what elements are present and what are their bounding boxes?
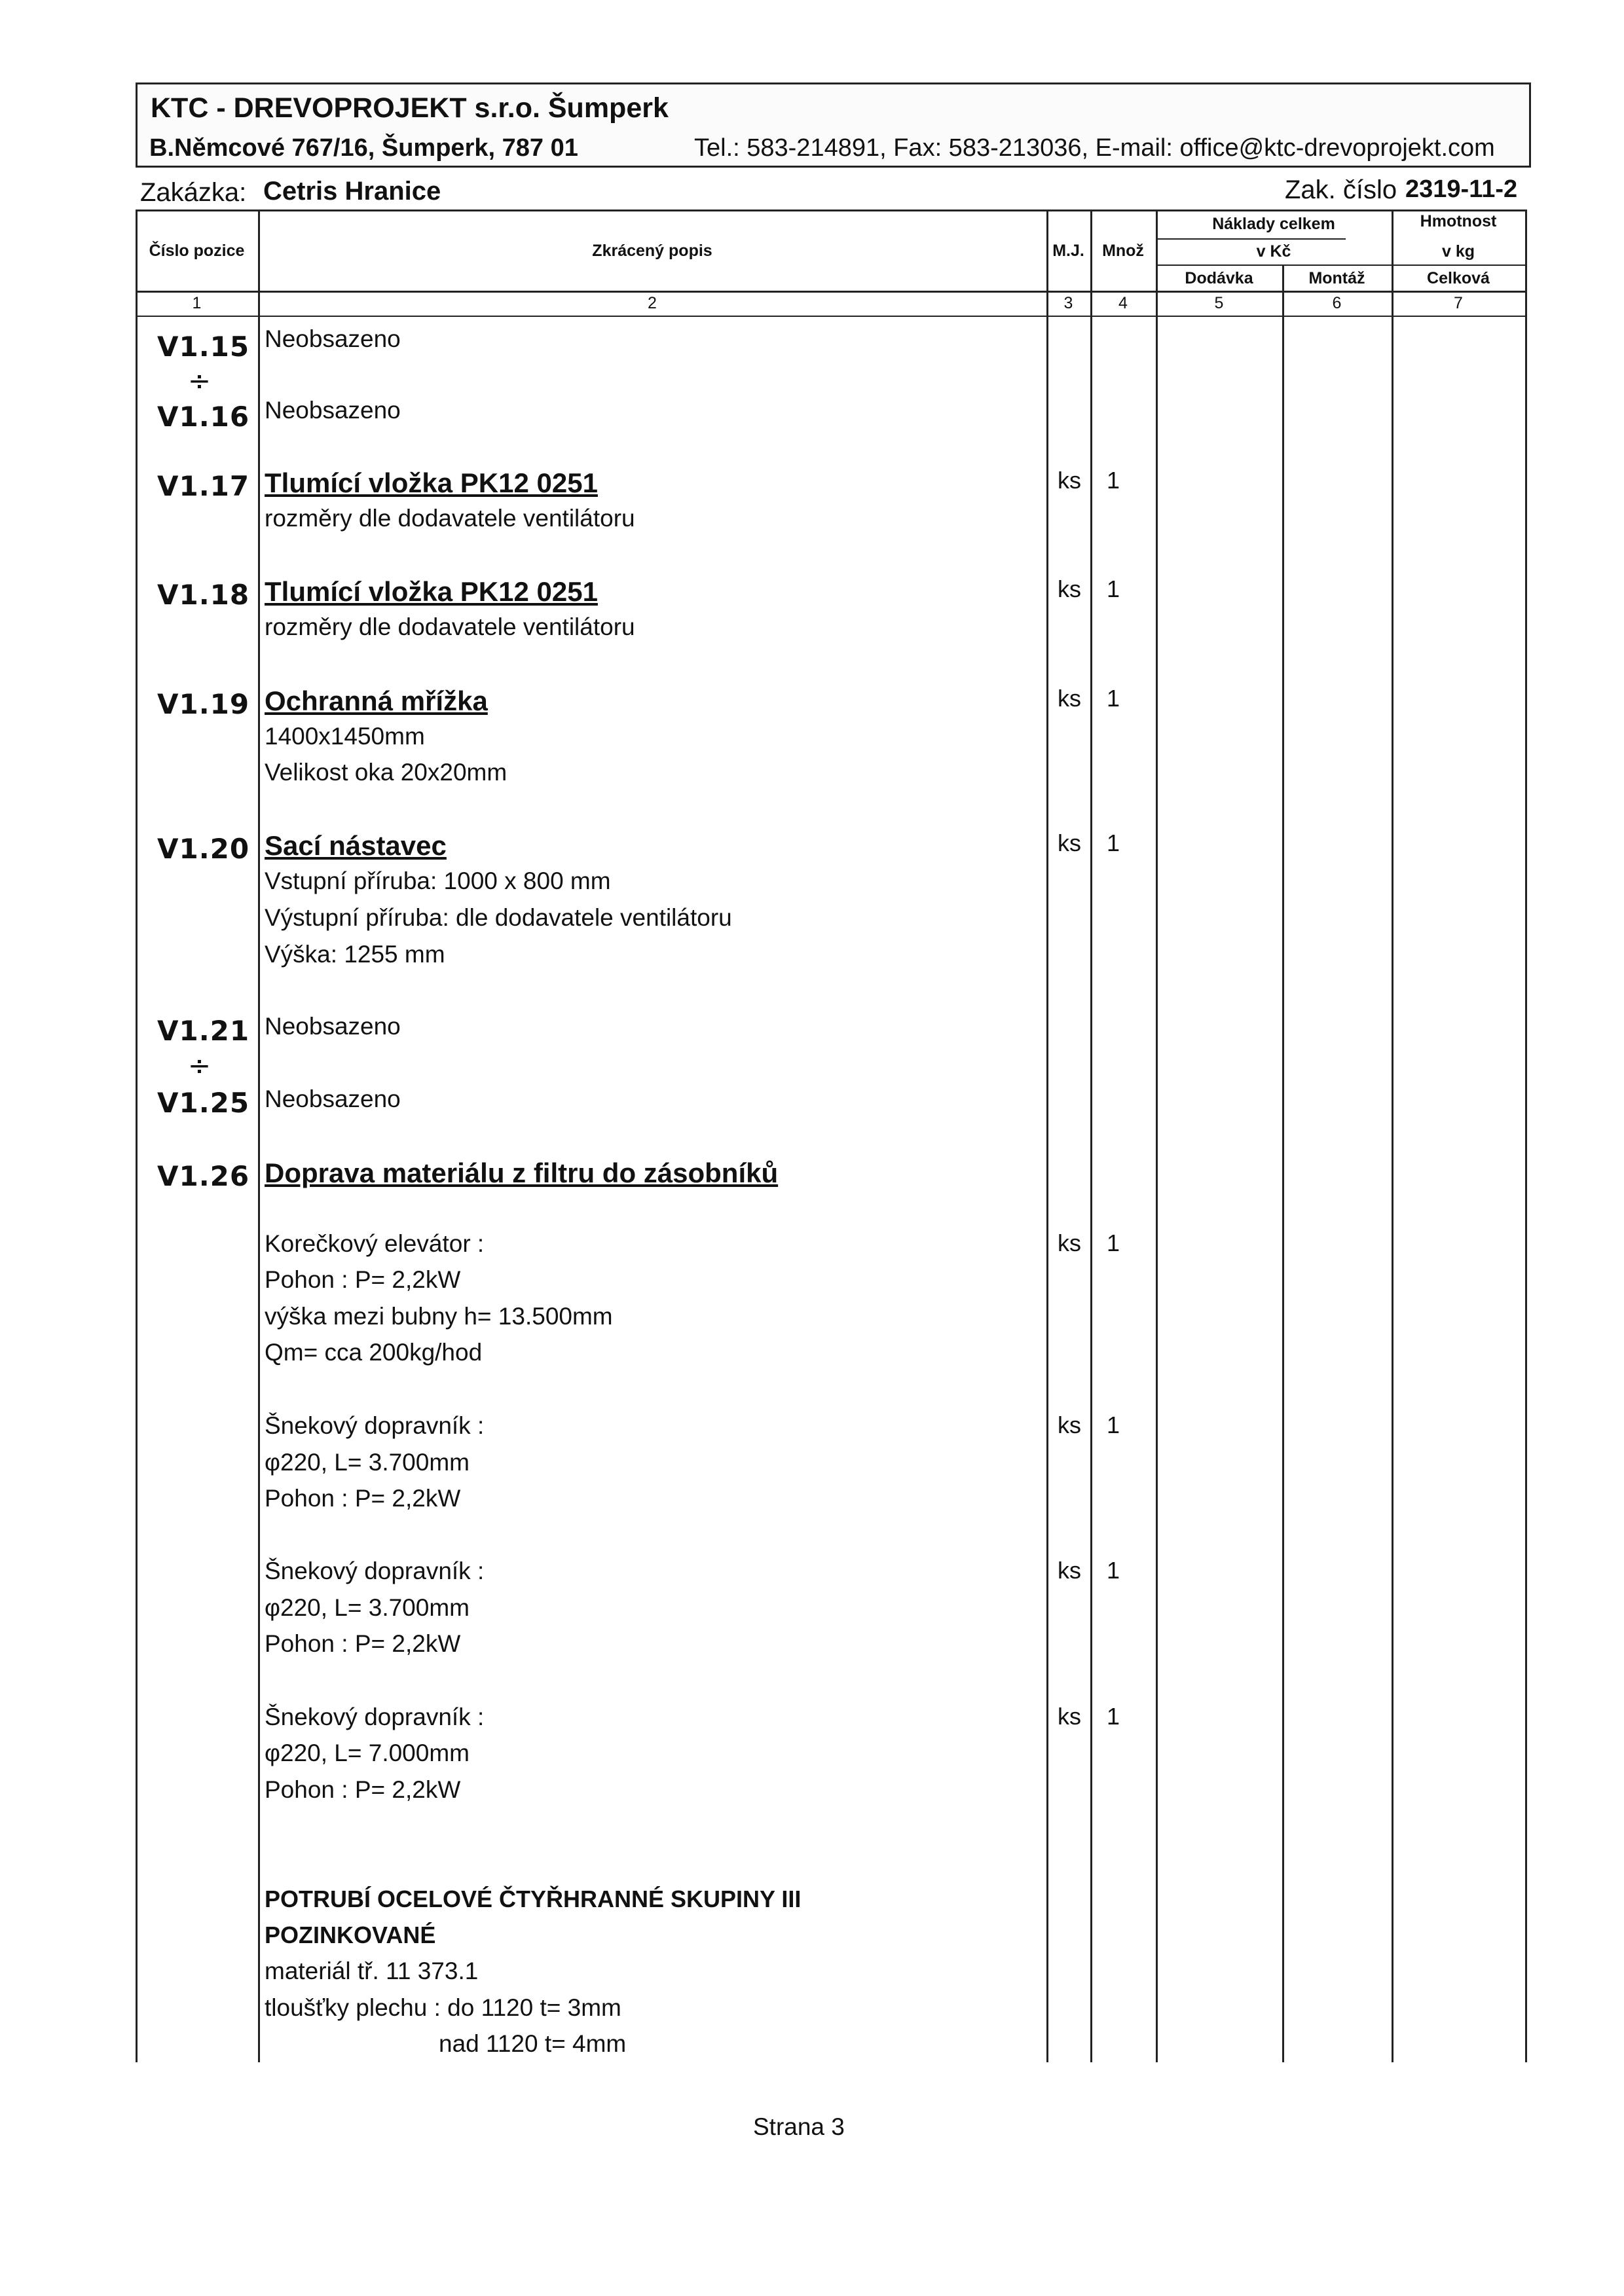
description-line: φ220, L= 7.000mm [265,1740,470,1766]
col-border-6 [1392,210,1393,2062]
unit-cell: ks [1058,1557,1081,1584]
description-line: Neobsazeno [265,1013,401,1040]
col-number-2: 2 [648,294,657,312]
description-line: Pohon : P= 2,2kW [265,1266,461,1293]
description-line: Neobsazeno [265,1085,401,1112]
col-border-4 [1156,210,1158,2062]
header-position: Číslo pozice [149,242,245,260]
description-line: Pohon : P= 2,2kW [265,1630,461,1657]
item-title: Tlumící vložka PK12 0251 [265,576,598,607]
unit-cell: ks [1058,1412,1081,1438]
col-number-5: 5 [1214,294,1224,312]
description-line: Neobsazeno [265,325,401,352]
description-line: Neobsazeno [265,397,401,424]
item-title: Sací nástavec [265,830,447,861]
order-label: Zakázka: [140,178,247,207]
description-line: 1400x1450mm [265,723,425,750]
position-range-symbol: ÷ [187,1049,212,1082]
header-quantity: Množ [1102,242,1144,260]
description-line: rozměry dle dodavatele ventilátoru [265,505,635,532]
quantity-cell: 1 [1106,1230,1120,1256]
quantity-cell: 1 [1106,1703,1120,1730]
header-total: Celková [1427,269,1490,287]
header-description: Zkrácený popis [592,242,712,260]
company-header [136,82,1531,168]
description-line: φ220, L= 3.700mm [265,1449,470,1476]
position-code: V1.18 [157,579,250,611]
description-line: φ220, L= 3.700mm [265,1594,470,1621]
col-number-3: 3 [1063,294,1073,312]
col-border-left [136,210,138,2062]
col-number-7: 7 [1454,294,1463,312]
description-line: výška mezi bubny h= 13.500mm [265,1303,613,1330]
header-costs-unit: v Kč [1256,242,1291,261]
description-line: rozměry dle dodavatele ventilátoru [265,613,635,640]
col-border-right [1525,210,1527,2062]
company-address: B.Němcové 767/16, Šumperk, 787 01 [149,134,578,162]
quantity-cell: 1 [1106,1412,1120,1438]
quantity-cell: 1 [1106,575,1120,602]
position-code: V1.25 [157,1087,250,1119]
header-bottom-border [136,291,1527,293]
position-code: V1.26 [157,1160,250,1192]
description-line: Pohon : P= 2,2kW [265,1776,461,1803]
position-code: V1.21 [157,1015,250,1047]
header-weight-unit: v kg [1441,242,1475,261]
description-line: nad 1120 t= 4mm [439,2030,627,2057]
order-value: Cetris Hranice [263,177,441,206]
unit-cell: ks [1058,685,1081,712]
col-border-1 [258,210,260,2062]
header-supply: Dodávka [1185,269,1253,287]
description-line: Šnekový dopravník : [265,1704,485,1730]
description-line: Korečkový elevátor : [265,1230,485,1257]
position-code: V1.16 [157,401,250,433]
company-contact: Tel.: 583-214891, Fax: 583-213036, E-mail: office@ktc-drevoprojekt.com [694,134,1495,162]
col-border-2 [1046,210,1048,2062]
position-code: V1.19 [157,688,250,720]
item-title: Ochranná mřížka [265,685,488,716]
col-number-4: 4 [1118,294,1128,312]
col-number-6: 6 [1332,294,1342,312]
table-top-border [136,210,1527,211]
section-heading: POTRUBÍ OCELOVÉ ČTYŘHRANNÉ SKUPINY III [265,1886,802,1912]
description-line: Vstupní příruba: 1000 x 800 mm [265,867,611,894]
description-line: Velikost oka 20x20mm [265,759,507,786]
position-code: V1.17 [157,470,250,502]
description-line: Šnekový dopravník : [265,1412,485,1439]
header-costs: Náklady celkem [1212,215,1335,233]
unit-cell: ks [1058,467,1081,494]
description-line: materiál tř. 11 373.1 [265,1958,479,1984]
job-number-label: Zak. číslo [1285,175,1397,204]
item-title: Doprava materiálu z filtru do zásobníků [265,1157,779,1188]
unit-cell: ks [1058,829,1081,856]
job-number-value: 2319-11-2 [1405,175,1518,203]
col-number-1: 1 [192,294,202,312]
description-line: Pohon : P= 2,2kW [265,1485,461,1512]
quantity-cell: 1 [1106,685,1120,712]
subheader-divider [1156,264,1527,266]
unit-cell: ks [1058,575,1081,602]
position-range-symbol: ÷ [187,365,212,397]
description-line: Šnekový dopravník : [265,1558,485,1584]
company-name: KTC - DREVOPROJEKT s.r.o. Šumperk [151,92,669,124]
item-title: Tlumící vložka PK12 0251 [265,467,598,498]
page-number: Strana 3 [753,2113,845,2140]
quantity-cell: 1 [1106,829,1120,856]
header-assembly: Montáž [1308,269,1365,287]
col-border-5 [1282,264,1284,2062]
colnum-bottom-border [136,316,1527,317]
quantity-cell: 1 [1106,467,1120,494]
costs-divider [1156,238,1346,240]
header-weight: Hmotnost [1420,212,1497,230]
unit-cell: ks [1058,1703,1081,1730]
unit-cell: ks [1058,1230,1081,1256]
description-line: Qm= cca 200kg/hod [265,1339,483,1366]
description-line: Výstupní příruba: dle dodavatele ventilátoru [265,904,732,931]
quantity-cell: 1 [1106,1557,1120,1584]
position-code: V1.15 [157,331,250,363]
description-line: tloušťky plechu : do 1120 t= 3mm [265,1994,621,2021]
col-border-3 [1090,210,1092,2062]
position-code: V1.20 [157,833,250,865]
description-line: Výška: 1255 mm [265,941,445,968]
section-heading: POZINKOVANÉ [265,1922,436,1948]
header-unit: M.J. [1052,242,1084,260]
